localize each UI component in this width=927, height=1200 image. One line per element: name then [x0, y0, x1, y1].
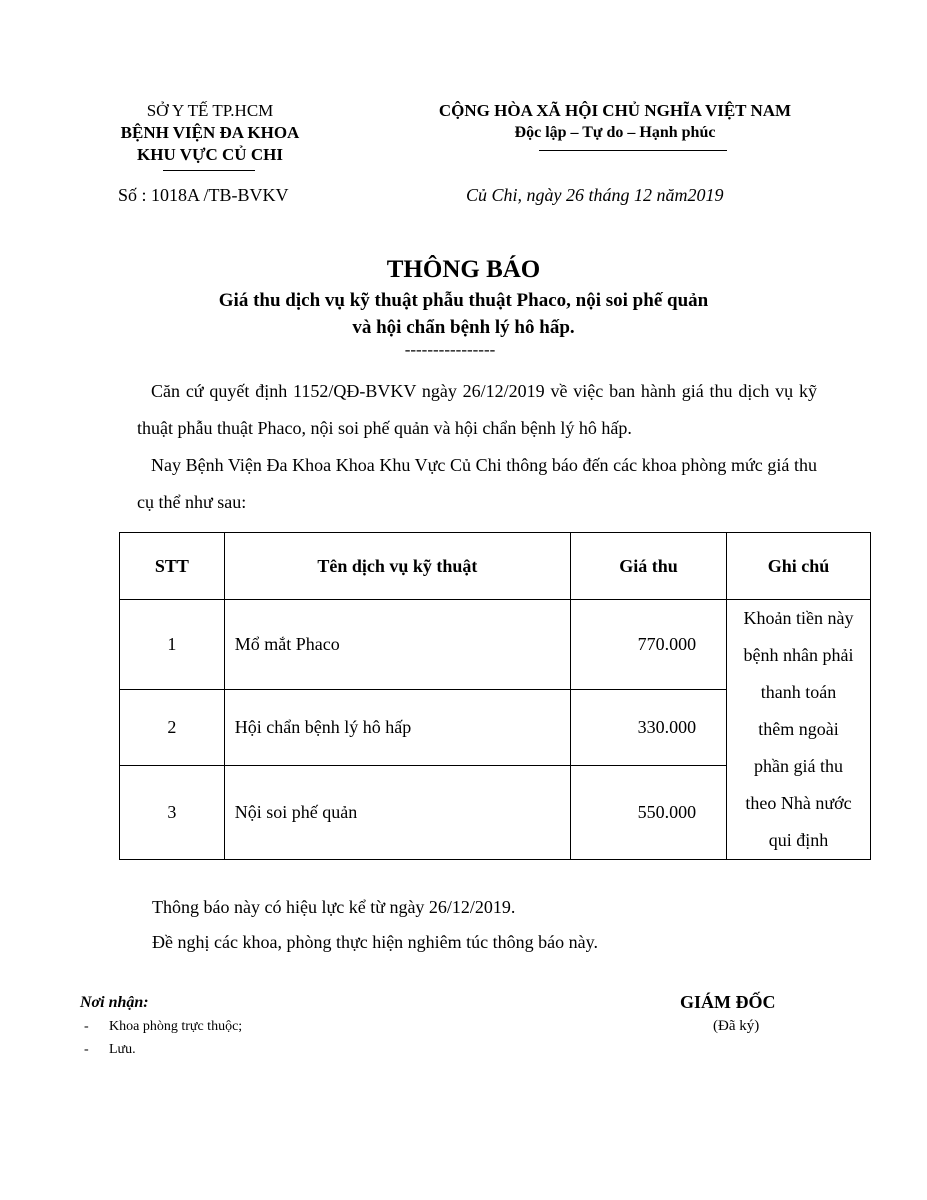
recipient-text: Lưu.: [109, 1042, 136, 1057]
hospital-name-line1: BỆNH VIỆN ĐA KHOA: [120, 123, 300, 142]
note-line: theo Nhà nước: [745, 793, 852, 813]
note-cell: [727, 600, 871, 860]
note-line: thanh toán: [760, 682, 837, 702]
nation-motto: Độc lập – Tự do – Hạnh phúc: [514, 124, 716, 141]
note-line: phần giá thu: [754, 756, 844, 776]
organization-underline: [163, 170, 255, 171]
department-name: SỞ Y TẾ TP.HCM: [146, 101, 274, 120]
compliance-request: Đề nghị các khoa, phòng thực hiện nghiêm túc thông báo này.: [152, 932, 598, 952]
header-service: Tên dịch vụ kỹ thuật: [224, 533, 570, 600]
recipient-item: [84, 1018, 242, 1036]
note-line: Khoản tiền này: [743, 608, 854, 628]
recipient-text: Khoa phòng trực thuộc;: [109, 1019, 243, 1034]
recipients-title: Nơi nhận:: [80, 994, 149, 1011]
recipient-dash: -: [84, 1019, 89, 1034]
row-price: 770.000: [571, 600, 727, 690]
subtitle-line2: và hội chẩn bệnh lý hô hấp.: [352, 317, 575, 338]
director-title: GIÁM ĐỐC: [680, 992, 776, 1012]
hospital-name-line2: KHU VỰC CỦ CHI: [137, 145, 283, 164]
table-row: [120, 600, 871, 690]
row-stt: 1: [120, 600, 225, 690]
price-table: [119, 532, 871, 860]
row-service: Nội soi phế quản: [224, 765, 570, 859]
row-stt: 3: [120, 765, 225, 859]
header-note: Ghi chú: [727, 533, 871, 600]
document-title: THÔNG BÁO: [386, 256, 541, 283]
document-subtitle: [0, 287, 927, 341]
director-signed-note: (Đã ký): [713, 1018, 760, 1034]
effective-date-statement: Thông báo này có hiệu lực kể từ ngày 26/12/2019.: [152, 897, 516, 917]
paragraph-basis: Căn cứ quyết định 1152/QĐ-BVKV ngày 26/12/2019 về việc ban hành giá thu dịch vụ kỹ thuật phẫu thuật Phaco, nội soi phế quản và hội chẩn bệnh lý hô hấp.: [137, 381, 817, 438]
table-header-row: [120, 533, 871, 600]
note-line: bệnh nhân phải: [743, 645, 854, 665]
recipient-item: [84, 1041, 136, 1059]
note-line: thêm ngoài: [758, 719, 839, 739]
subtitle-line1: Giá thu dịch vụ kỹ thuật phẫu thuật Phaco, nội soi phế quản: [218, 290, 709, 311]
header-price: Giá thu: [571, 533, 727, 600]
note-line: qui định: [768, 830, 829, 850]
nation-block: [410, 100, 820, 144]
row-service: Mổ mắt Phaco: [224, 600, 570, 690]
document-date: Củ Chi, ngày 26 tháng 12 năm2019: [466, 185, 724, 205]
row-service: Hội chẩn bệnh lý hô hấp: [224, 690, 570, 766]
motto-underline: [539, 150, 727, 151]
title-separator: ----------------: [404, 340, 496, 359]
paragraph-announcement: Nay Bệnh Viện Đa Khoa Khoa Khu Vực Củ Chi thông báo đến các khoa phòng mức giá thu cụ thể như sau:: [137, 455, 817, 512]
row-price: 550.000: [571, 765, 727, 859]
document-number: Số : 1018A /TB-BVKV: [118, 185, 289, 205]
row-price: 330.000: [571, 690, 727, 766]
organization-block: [60, 100, 360, 166]
header-stt: STT: [120, 533, 225, 600]
nation-name: CỘNG HÒA XÃ HỘI CHỦ NGHĨA VIỆT NAM: [438, 101, 792, 120]
recipient-dash: -: [84, 1042, 89, 1057]
row-stt: 2: [120, 690, 225, 766]
